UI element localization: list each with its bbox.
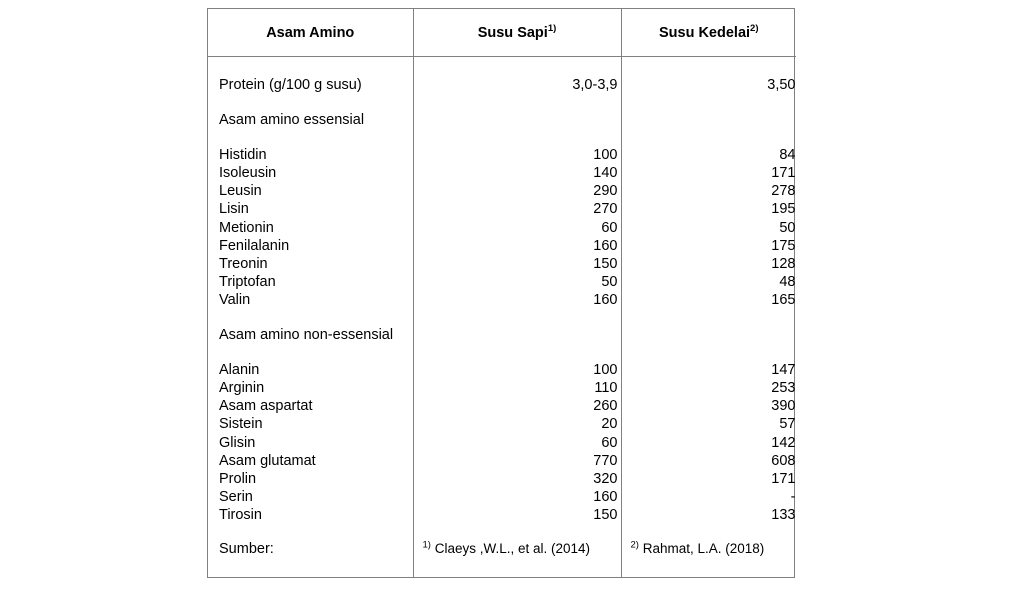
spacer bbox=[219, 524, 413, 540]
table-cell bbox=[414, 488, 621, 506]
spacer bbox=[622, 344, 797, 361]
cell-value: 260 bbox=[593, 398, 618, 415]
column-header-susu-kedelai-footnote-marker: 2) bbox=[750, 22, 759, 34]
source-label: Sumber: bbox=[219, 540, 274, 557]
table-cell bbox=[414, 379, 621, 397]
table-cell bbox=[622, 488, 797, 506]
source-kedelai-text: Rahmat, L.A. (2018) bbox=[642, 540, 765, 556]
amino-acid-comparison-table bbox=[208, 9, 796, 577]
section-header-non-essential bbox=[219, 326, 413, 344]
column-susu-kedelai-values bbox=[621, 57, 796, 578]
table-row bbox=[219, 200, 413, 218]
table-row bbox=[219, 219, 413, 237]
table-cell bbox=[622, 291, 797, 309]
table-body bbox=[208, 57, 796, 578]
table-row bbox=[219, 237, 413, 255]
cell-value: 100 bbox=[593, 362, 618, 379]
header-row bbox=[208, 9, 796, 57]
row-label: Serin bbox=[219, 488, 253, 505]
row-label: Tirosin bbox=[219, 506, 262, 523]
table-cell bbox=[414, 415, 621, 433]
row-label: Sistein bbox=[219, 416, 263, 433]
table-cell bbox=[622, 361, 797, 379]
cell-value: 60 bbox=[601, 219, 618, 236]
cell-value: 133 bbox=[771, 506, 796, 523]
row-label: Valin bbox=[219, 291, 251, 308]
column-header-susu-kedelai bbox=[621, 9, 796, 57]
susu-sapi-value-list bbox=[414, 57, 621, 558]
row-label: Prolin bbox=[219, 470, 257, 487]
row-label: Lisin bbox=[219, 201, 249, 218]
source-label-row bbox=[219, 540, 413, 558]
row-label: Isoleusin bbox=[219, 165, 277, 182]
row-label: Asam aspartat bbox=[219, 398, 313, 415]
table-cell bbox=[414, 291, 621, 309]
column-header-asam-amino-label: Asam Amino bbox=[266, 24, 355, 41]
column-header-asam-amino bbox=[208, 9, 413, 57]
table-row bbox=[219, 397, 413, 415]
section-spacer bbox=[414, 326, 621, 344]
cell-value: 160 bbox=[593, 237, 618, 254]
source-sapi-text: Claeys ,W.L., et al. (2014) bbox=[434, 540, 591, 556]
table-cell bbox=[414, 219, 621, 237]
spacer bbox=[414, 344, 621, 361]
row-label: Triptofan bbox=[219, 273, 276, 290]
table-cell bbox=[414, 434, 621, 452]
table-cell bbox=[414, 200, 621, 218]
top-spacer bbox=[622, 57, 797, 76]
row-label: Metionin bbox=[219, 219, 274, 236]
amino-acid-name-list bbox=[219, 57, 413, 558]
protein-value-sapi: 3,0-3,9 bbox=[572, 77, 618, 93]
table-row bbox=[219, 361, 413, 379]
cell-value: 195 bbox=[771, 201, 796, 218]
table-content-row bbox=[208, 57, 796, 578]
table-cell bbox=[622, 219, 797, 237]
cell-value: 147 bbox=[771, 362, 796, 379]
source-kedelai-footnote-marker: 2) bbox=[630, 539, 639, 551]
section-header-essential-label: Asam amino essensial bbox=[219, 112, 365, 129]
column-susu-sapi-values bbox=[413, 57, 621, 578]
section-spacer bbox=[414, 111, 621, 129]
spacer bbox=[219, 309, 413, 326]
cell-value: 57 bbox=[779, 416, 796, 433]
spacer bbox=[414, 129, 621, 146]
table-row bbox=[219, 182, 413, 200]
table-cell bbox=[414, 255, 621, 273]
cell-value: 140 bbox=[593, 165, 618, 182]
table-cell bbox=[622, 200, 797, 218]
table-cell bbox=[622, 415, 797, 433]
table-row bbox=[219, 146, 413, 164]
row-protein-label bbox=[219, 76, 413, 94]
cell-value: 390 bbox=[771, 398, 796, 415]
table-row bbox=[219, 452, 413, 470]
table-cell bbox=[622, 397, 797, 415]
cell-value: 165 bbox=[771, 291, 796, 308]
section-spacer bbox=[622, 326, 797, 344]
cell-value: 20 bbox=[601, 416, 618, 433]
row-label: Fenilalanin bbox=[219, 237, 290, 254]
cell-value: 60 bbox=[601, 434, 618, 451]
cell-value: 253 bbox=[771, 380, 796, 397]
table-cell bbox=[414, 146, 621, 164]
cell-value: 84 bbox=[779, 147, 796, 164]
table-cell bbox=[414, 237, 621, 255]
section-spacer bbox=[622, 111, 797, 129]
cell-value: 278 bbox=[771, 183, 796, 200]
cell-value: 175 bbox=[771, 237, 796, 254]
susu-kedelai-value-list bbox=[622, 57, 797, 558]
column-header-susu-kedelai-label: Susu Kedelai bbox=[658, 24, 751, 41]
spacer bbox=[219, 94, 413, 111]
row-label: Arginin bbox=[219, 380, 265, 397]
table-header bbox=[208, 9, 796, 57]
table-row bbox=[219, 273, 413, 291]
table-cell bbox=[622, 182, 797, 200]
spacer bbox=[622, 129, 797, 146]
protein-value-kedelai: 3,50 bbox=[767, 77, 796, 93]
table-cell bbox=[414, 452, 621, 470]
spacer bbox=[414, 524, 621, 540]
table-cell bbox=[622, 379, 797, 397]
source-citation-sapi bbox=[414, 540, 621, 558]
table-cell bbox=[622, 452, 797, 470]
cell-value: 171 bbox=[771, 165, 796, 182]
table-cell bbox=[622, 434, 797, 452]
cell-value: 270 bbox=[593, 201, 618, 218]
table-cell bbox=[414, 182, 621, 200]
row-label: Asam glutamat bbox=[219, 452, 316, 469]
cell-value: 608 bbox=[771, 452, 796, 469]
cell-value: 150 bbox=[593, 506, 618, 523]
row-label: Glisin bbox=[219, 434, 256, 451]
spacer bbox=[622, 94, 797, 111]
table-row bbox=[219, 415, 413, 433]
cell-value: 110 bbox=[594, 380, 618, 397]
top-spacer bbox=[414, 57, 621, 76]
spacer bbox=[219, 129, 413, 146]
table-row bbox=[219, 506, 413, 524]
row-label: Histidin bbox=[219, 147, 267, 164]
column-amino-acid-names bbox=[208, 57, 413, 578]
spacer bbox=[622, 524, 797, 540]
cell-value: 160 bbox=[593, 488, 618, 505]
table-cell bbox=[414, 361, 621, 379]
row-protein-value-kedelai bbox=[622, 76, 797, 94]
table-cell bbox=[622, 164, 797, 182]
cell-value: 290 bbox=[593, 183, 618, 200]
spacer bbox=[414, 94, 621, 111]
cell-value: 50 bbox=[779, 219, 796, 236]
table-row bbox=[219, 164, 413, 182]
amino-acid-table-container bbox=[207, 8, 795, 578]
spacer bbox=[414, 309, 621, 326]
table-row bbox=[219, 470, 413, 488]
table-cell bbox=[622, 255, 797, 273]
cell-value: 320 bbox=[593, 470, 618, 487]
table-cell bbox=[622, 146, 797, 164]
row-label: Leusin bbox=[219, 183, 262, 200]
source-citation-kedelai bbox=[622, 540, 797, 558]
cell-value: 770 bbox=[593, 452, 618, 469]
row-label: Alanin bbox=[219, 362, 260, 379]
table-row bbox=[219, 291, 413, 309]
table-row bbox=[219, 379, 413, 397]
cell-value: 160 bbox=[593, 291, 618, 308]
table-cell bbox=[414, 273, 621, 291]
cell-value: 128 bbox=[771, 255, 796, 272]
protein-label: Protein (g/100 g susu) bbox=[219, 77, 362, 93]
table-cell bbox=[622, 506, 797, 524]
table-cell bbox=[414, 164, 621, 182]
cell-value: 50 bbox=[601, 273, 618, 290]
column-header-susu-sapi bbox=[413, 9, 621, 57]
spacer bbox=[219, 344, 413, 361]
cell-value: - bbox=[790, 488, 796, 505]
top-spacer bbox=[219, 57, 413, 76]
cell-value: 48 bbox=[779, 273, 796, 290]
row-label: Treonin bbox=[219, 255, 268, 272]
section-header-non-essential-label: Asam amino non-essensial bbox=[219, 327, 394, 344]
section-header-essential bbox=[219, 111, 413, 129]
table-cell bbox=[622, 273, 797, 291]
table-cell bbox=[622, 470, 797, 488]
cell-value: 171 bbox=[771, 470, 796, 487]
cell-value: 142 bbox=[771, 434, 796, 451]
table-cell bbox=[414, 470, 621, 488]
column-header-susu-sapi-footnote-marker: 1) bbox=[547, 22, 557, 34]
cell-value: 150 bbox=[593, 255, 618, 272]
spacer bbox=[622, 309, 797, 326]
table-row bbox=[219, 255, 413, 273]
table-cell bbox=[414, 506, 621, 524]
row-protein-value-sapi bbox=[414, 76, 621, 94]
cell-value: 100 bbox=[593, 147, 618, 164]
table-row bbox=[219, 488, 413, 506]
table-row bbox=[219, 434, 413, 452]
source-sapi-footnote-marker: 1) bbox=[422, 539, 431, 551]
table-cell bbox=[414, 397, 621, 415]
table-cell bbox=[622, 237, 797, 255]
column-header-susu-sapi-label: Susu Sapi bbox=[477, 24, 548, 41]
